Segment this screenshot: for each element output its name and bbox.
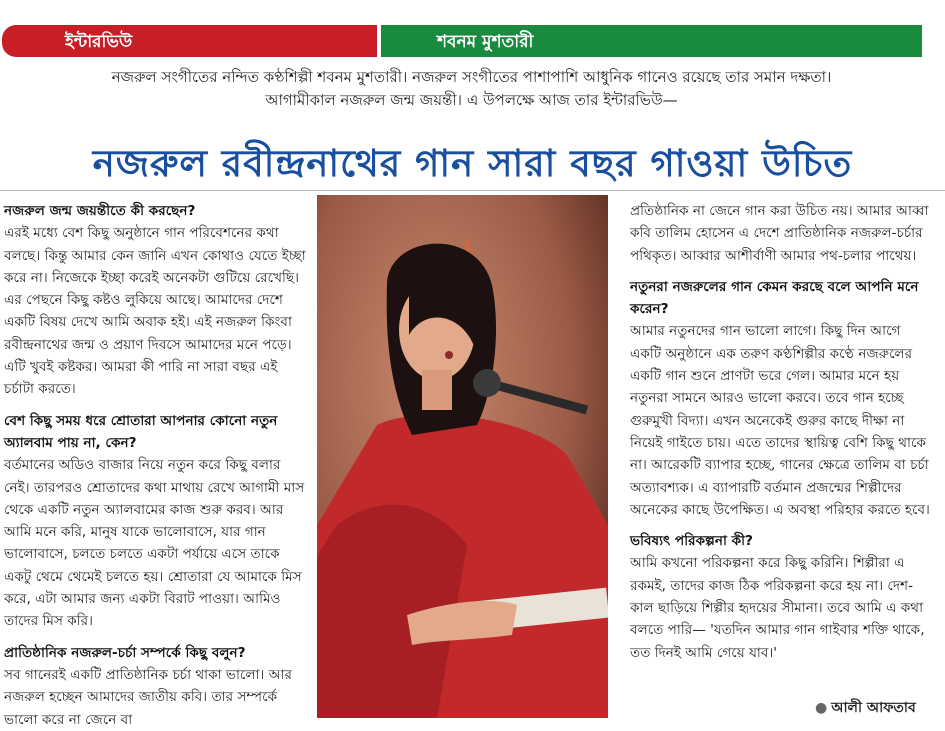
question-2: বেশ কিছু সময় ধরে শ্রোতারা আপনার কোনো নতুন অ্যালবাম পায় না, কেন? [4,412,278,451]
intro-line-1: নজরুল সংগীতের নন্দিত কণ্ঠশিল্পী শবনম মুশতারী। নজরুল সংগীতের পাশাপাশি আধুনিক গানেও রয়েছে তার সমান দক্ষতা। [111,68,832,86]
answer-1: এরই মধ্যে বেশ কিছু অনুষ্ঠানে গান পরিবেশনের কথা বলছে। কিন্তু আমার কেন জানি এখন কোথাও যেতে ইচ্ছা করে না। নিজেকে ইচ্ছা করেই অনেকটা গুটিয়ে রেখেছি। এর পেছনে কিছু কষ্টও লুকিয়ে আছে। আমাদের দেশে একটি বিষয় দেখে আমি অবাক হই। এই নজরুল কিংবা রবীন্দ্রনাথের জন্ম ও প্রয়াণ দিবসে আমাদের মনে পড়ে। এটি খুবই কষ্টকর। আমরা কী পারি না সারা বছর এই চর্চাটা করতে। [4,225,306,398]
answer-2: বর্তমানের অডিও বাজার নিয়ে নতুন করে কিছু বলার নেই। তারপরও শ্রোতাদের কথা মাথায় রেখে আগামী মাস থেকে একটি নতুন অ্যালবামের কাজ শুরু করব। আর আমি মনে করি, মানুষ যাকে ভালোবাসে, যার গান ভালোবাসে, চলতে চলতে একটা পর্যায়ে এসে তাকে একটু থেমে থেমেই চলতে হয়। শ্রোতারা যে আমাকে মিস করে, এটা আমার জন্য একটা বিরাট পাওয়া। আমিও তাদের মিস করি। [4,457,305,630]
right-column [630,200,930,664]
singer-photo-illustration [317,195,608,718]
intro-line-2: আগামীকাল নজরুল জন্ম জয়ন্তী। এ উপলক্ষে আজ তার ইন্টারভিউ— [265,91,678,109]
question-4: নতুনরা নজরুলের গান কেমন করছে বলে আপনি মনে করেন? [630,278,919,318]
name-banner [381,25,922,57]
section-label: ইন্টারভিউ [65,32,133,52]
byline-name: আলী আফতাব [831,700,916,716]
headline: নজরুল রবীন্দ্রনাথের গান সারা বছর গাওয়া উচিত [92,141,853,185]
answer-5: আমি কখনো পরিকল্পনা করে কিছু করিনি। শিল্পীরা এ রকমই, তাদের কাজ ঠিক পরিকল্পনা করে হয় না। দেশ-কাল ছাড়িয়ে শিল্পীর হৃদয়ের সীমানা। তবে আমি এ কথা বলতে পারি— 'যতদিন আমার গান গাইবার শক্তি থাকে, তত দিনই আমি গেয়ে যাব।' [630,555,925,661]
bullet-icon: ● [815,700,828,716]
intro-text [9,66,934,112]
question-1: নজরুল জন্ম জয়ন্তীতে কী করছেন? [4,203,196,219]
left-column [4,200,308,731]
byline [815,696,916,720]
answer-3: সব গানেরই একটি প্রাতিষ্ঠানিক চর্চা থাকা ভালো। আর নজরুল হচ্ছেন আমাদের জাতীয় কবি। তার সম্পর্কে ভালো করে না জেনে বা [4,666,293,728]
singer-photo [317,195,608,718]
question-3: প্রাতিষ্ঠানিক নজরুল-চর্চা সম্পর্কে কিছু বলুন? [4,644,246,661]
interviewee-name: শবনম মুশতারী [437,32,534,52]
answer-3-continued: প্রতিষ্ঠানিক না জেনে গান করা উচিত নয়। আমার আব্বা কবি তালিম হোসেন এ দেশে প্রাতিষ্ঠানিক নজরুল-চর্চার পথিকৃত। আব্বার আশীর্বাণী আমার পথ-চলার পাথেয়। [630,203,929,264]
divider [0,190,945,191]
question-5: ভবিষ্যৎ পরিকল্পনা কী? [630,533,753,550]
answer-4: আমার নতুনদের গান ভালো লাগে। কিছু দিন আগে একটি অনুষ্ঠানে এক তরুণ কণ্ঠশিল্পীর কণ্ঠে নজরুলের একটি গান শুনে প্রাণটা ভরে গেল। আমার মনে হয় নতুনরা সামনে আরও ভালো করবে। তবে গান হচ্ছে গুরুমুখী বিদ্যা। এখন অনেকেই গুরুর কাছে দীক্ষা না নিয়েই গাইতে চায়। এতে তাদের স্থায়িত্ব বেশি কিছু থাকে না। আরেকটি ব্যাপার হচ্ছে, গানের ক্ষেত্রে তালিম বা চর্চা অত্যাবশ্যক। এ ব্যাপারটি বর্তমান প্রজন্মের শিল্পীদের অনেকের কাছে উপেক্ষিত। এ অবস্থা পরিহার করতে হবে। [630,323,930,518]
section-banner [2,25,377,57]
